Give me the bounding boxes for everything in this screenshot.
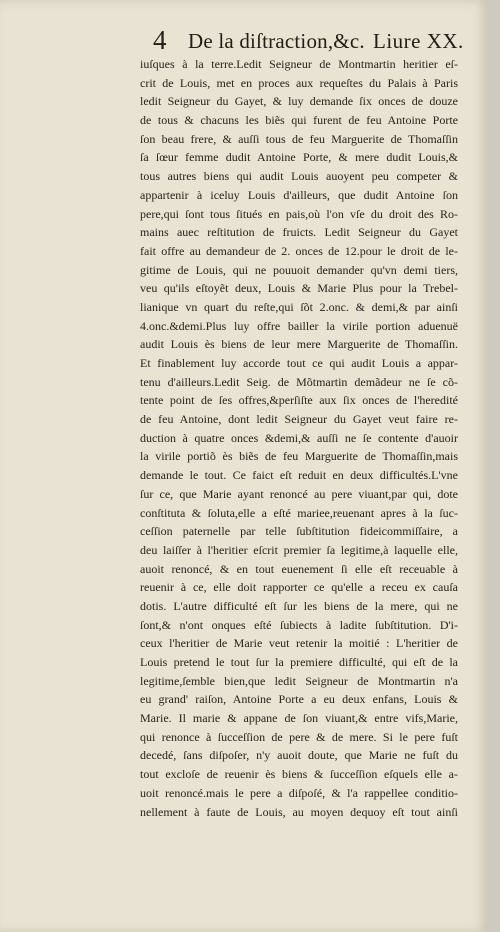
text-line: Louis pretend le tout ſur la premiere difficulté, qui eſt de la: [140, 655, 458, 669]
text-line: demande le tout. Ce faict eſt reduit en deux difficultés.L'vne: [140, 468, 458, 483]
body-text: [140, 55, 458, 821]
text-line: Marie. Il marie & appane de ſon viuant,& entre vifs,Marie,: [140, 711, 458, 726]
text-line: veu qu'ils eſtoyẽt deux, Louis & Marie Plus pour la Trebel-: [140, 281, 458, 296]
text-line: uoit renoncé.mais le pere a diſpoſé, & l'a rappellee conditio-: [140, 785, 458, 800]
text-line: nellement à faute de Louis, au moyen dequoy eſt tout ainſi: [140, 804, 458, 819]
text-line: la virile portiõ ès biẽs de feu Marguerite de Thomaſſin,mais: [140, 449, 458, 464]
text-line: ceſſion paternelle par telle ſubſtitution fideicommiſſaire, a: [140, 524, 458, 539]
text-line: legitime,ſemble bien,que ledit Seigneur de Montmartin n'a: [140, 673, 458, 688]
text-line: crit de Louis, met en proces aux requeſtes du Palais à Paris: [140, 75, 458, 90]
text-line: 4.onc.&demi.Plus luy offre bailler la virile portion aduenuë: [140, 318, 458, 333]
text-line: lianique vn quart du reſte,qui ſõt 2.onc. & demi,& par ainſi: [140, 299, 458, 314]
book-label: Liure XX.: [373, 29, 464, 53]
text-line: tout excloſe de reuenir ès biens & ſucceſſion eſquels elle a-: [140, 767, 458, 782]
text-line: fait offre au demandeur de 2. onces de 12.pour le droit de le-: [140, 243, 458, 258]
text-line: audit Louis ès biens de leur mere Marguerite de Thomaſſin.: [140, 337, 458, 352]
text-line: de tous & chacuns les biẽs qui furent de feu Antoine Porte: [140, 113, 458, 128]
text-line: appartenir à iceluy Louis d'ailleurs, que dudit Antoine ſon: [140, 187, 458, 202]
text-line: tous autres biens qui audit Louis auoyent peu competer &: [140, 169, 458, 184]
text-line: reuenir à ce, elle doit rapporter ce qu'elle a receu ex cauſa: [140, 580, 458, 595]
text-line: conſtituta & ſoluta,elle a eſté mariee,reuenant apres à la ſuc-: [140, 505, 458, 520]
text-line: iuſques à la terre.Ledit Seigneur de Montmartin heritier eſ-: [140, 57, 458, 71]
text-line: tente point de ſes offres,&perſiſte aux ſix onces de l'heredité: [140, 393, 458, 408]
page-number: 4: [153, 25, 167, 55]
text-line: deu laiſſer à l'heritier eſcrit premier ſa legitime,à laquelle elle,: [140, 542, 458, 557]
text-line: pere,qui ſont tous ſitués en pais,où l'on vſe du droit des Ro-: [140, 206, 458, 221]
running-title: De la diſtraction,&c.: [188, 29, 365, 53]
text-line: de feu Antoine, dont ledit Seigneur du Gayet veut faire re-: [140, 412, 458, 427]
text-line: Et finablement luy accorde tout ce qui audit Louis a appar-: [140, 356, 458, 370]
text-line: tenu d'ailleurs.Ledit Seig. de Mõtmartin demãdeur ne ſe cõ-: [140, 374, 458, 389]
text-line: ſur ce, que Marie ayant renoncé au pere viuant,par qui, dote: [140, 486, 458, 501]
text-line: ſa ſœur femme dudit Antoine Porte, & mere dudit Louis,&: [140, 150, 458, 165]
text-line: eu grand' raiſon, Antoine Porte a eu deux enfans, Louis &: [140, 692, 458, 707]
running-header: [0, 25, 488, 55]
text-line: dotis. L'autre difficulté eſt ſur les biens de la mere, qui ne: [140, 598, 458, 613]
text-line: ledit Seigneur du Gayet, & luy demande ſix onces de douze: [140, 94, 458, 109]
page-edge: [488, 0, 500, 932]
text-line: decedé, ſans diſpoſer, n'y auoit doute, que Marie ne fuſt du: [140, 748, 458, 763]
text-line: ceux l'heritier de Marie veut retenir la moitié : L'heritier de: [140, 636, 458, 651]
text-line: gitime de Louis, qui ne pouuoit demander qu'vn demi tiers,: [140, 262, 458, 277]
text-line: ſon beau frere, & auſſi tous de feu Marguerite de Thomaſſin: [140, 131, 458, 146]
text-line: mains auec reſtitution de fruicts. Ledit Seigneur du Gayet: [140, 225, 458, 240]
text-line: ſont,& n'ont onques eſté ſubiects à ladite ſubſtitution. D'i-: [140, 617, 458, 632]
text-line: duction à quatre onces &demi,& auſſi ne ſe contente d'auoir: [140, 430, 458, 445]
text-line: auoit renoncé, & en tout euenement ſi elle eſt receuable à: [140, 561, 458, 576]
text-line: qui renonce à ſucceſſion de pere & de mere. Si le pere fuſt: [140, 729, 458, 744]
